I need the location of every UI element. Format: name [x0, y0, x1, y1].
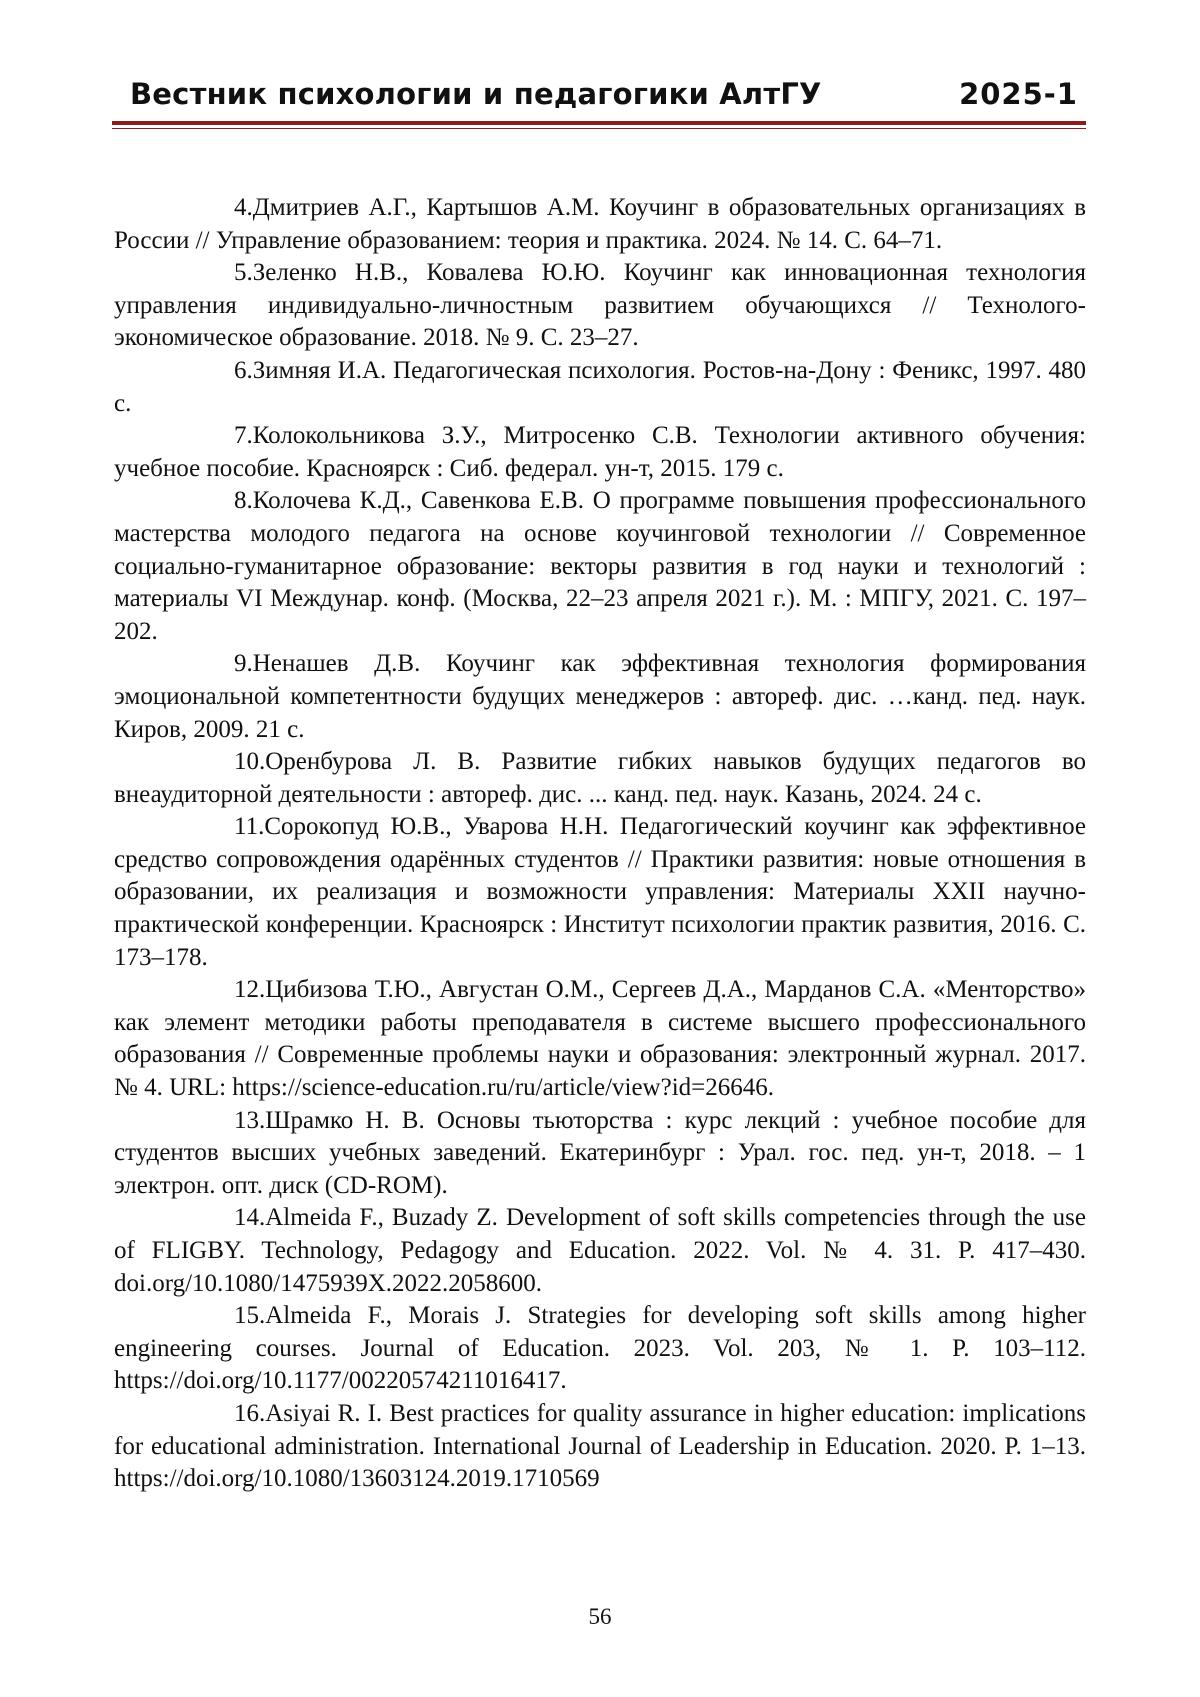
reference-number: 14. [174, 1202, 265, 1235]
reference-number: 5. [174, 257, 253, 290]
reference-item [114, 1105, 1086, 1203]
reference-item [114, 257, 1086, 355]
reference-item [114, 974, 1086, 1104]
header-rule-thin [112, 128, 1086, 129]
reference-item [114, 420, 1086, 485]
reference-text: Ненашев Д.В. Коучинг как эффективная технология формирования эмоциональной компетентности будущих менеджеров : автореф. дис. …канд. пед. наук. Киров, 2009. 21 с. [114, 650, 1086, 742]
journal-title: Вестник психологии и педагогики АлтГУ [130, 70, 822, 118]
reference-text: Сорокопуд Ю.В., Уварова Н.Н. Педагогический коучинг как эффективное средство сопровождения одарённых студентов // Практики развития: новые отношения в образовании, их реализация и возможности управления: Материалы XXII научно-практической конференции. Красноярск : Институт психологии практик развития, 2016. С. 173–178. [114, 813, 1086, 970]
reference-item [114, 192, 1086, 257]
reference-item [114, 811, 1086, 974]
issue-number: 2025-1 [959, 70, 1078, 118]
reference-number: 12. [174, 974, 265, 1007]
reference-number: 13. [174, 1105, 265, 1138]
reference-text: Колочева К.Д., Савенкова Е.В. О программе повышения профессионального мастерства молодого педагога на основе коучинговой технологии // Современное социально-гуманитарное образование: векторы развития в год науки и технологий : материалы VI Междунар. конф. (Москва, 22–23 апреля 2021 г.). М. : МПГУ, 2021. С. 197–202. [114, 487, 1086, 644]
reference-text: Зеленко Н.В., Ковалева Ю.Ю. Коучинг как инновационная технология управления индивидуально-личностным развитием обучающихся // Технолого-экономическое образование. 2018. № 9. С. 23–27. [114, 259, 1086, 351]
reference-text: Asiyai R. I. Best practices for quality assurance in higher education: implications for educational administration. International Journal of Leadership in Education. 2020. P. 1–13. https://doi.org/10.1080/13603124.2019.1710569 [114, 1400, 1086, 1492]
page-number: 56 [0, 1602, 1200, 1632]
reference-text: Almeida F., Buzady Z. Development of soft skills competencies through the use of FLIGBY. Technology, Pedagogy and Education. 2022. Vol. № 4. 31. P. 417–430. doi.org/10.1080/1475939X.2022.2058600. [114, 1204, 1086, 1296]
reference-item [114, 648, 1086, 746]
reference-text: Зимняя И.А. Педагогическая психология. Ростов-на-Дону : Феникс, 1997. 480 с. [114, 357, 1086, 417]
reference-item [114, 1202, 1086, 1300]
reference-item [114, 1398, 1086, 1496]
reference-text: Колокольникова З.У., Митросенко С.В. Технологии активного обучения: учебное пособие. Красноярск : Сиб. федерал. ун-т, 2015. 179 с. [114, 422, 1086, 482]
running-header [124, 70, 1086, 118]
reference-number: 15. [174, 1300, 265, 1333]
reference-number: 6. [174, 355, 253, 388]
reference-number: 4. [174, 192, 253, 225]
reference-number: 11. [174, 811, 264, 844]
reference-item [114, 355, 1086, 420]
reference-number: 16. [174, 1398, 265, 1431]
reference-text: Дмитриев А.Г., Картышов А.М. Коучинг в образовательных организациях в России // Управление образованием: теория и практика. 2024. № 14. С. 64–71. [114, 194, 1086, 254]
reference-number: 10. [174, 746, 265, 779]
reference-text: Цибизова Т.Ю., Августан О.М., Сергеев Д.А., Марданов С.А. «Менторство» как элемент методики работы преподавателя в системе высшего профессионального образования // Современные проблемы науки и образования: электронный журнал. 2017. № 4. URL: https://science-education.ru/ru/article/view?id=26646. [114, 976, 1086, 1101]
reference-list [114, 192, 1086, 1496]
reference-item [114, 1300, 1086, 1398]
reference-item [114, 746, 1086, 811]
reference-number: 9. [174, 648, 253, 681]
reference-text: Almeida F., Morais J. Strategies for developing soft skills among higher engineering courses. Journal of Education. 2023. Vol. 203, № 1. P. 103–112. https://doi.org/10.1177/00220574211016417. [114, 1302, 1086, 1394]
reference-number: 7. [174, 420, 253, 453]
reference-text: Оренбурова Л. В. Развитие гибких навыков будущих педагогов во внеаудиторной деятельности : автореф. дис. ... канд. пед. наук. Казань, 2024. 24 с. [114, 748, 1086, 808]
reference-text: Шрамко Н. В. Основы тьюторства : курс лекций : учебное пособие для студентов высших учебных заведений. Екатеринбург : Урал. гос. пед. ун-т, 2018. – 1 электрон. опт. диск (CD-ROM). [114, 1107, 1086, 1199]
reference-number: 8. [174, 485, 253, 518]
header-rule-thick [112, 121, 1086, 125]
reference-item [114, 485, 1086, 648]
